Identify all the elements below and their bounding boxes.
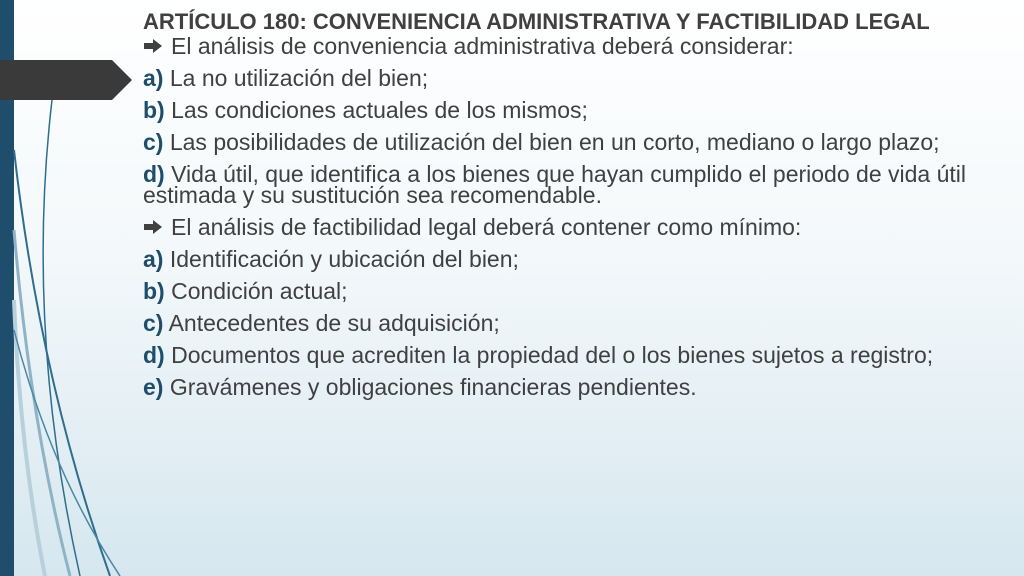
item-label: d) [143,161,165,187]
title-arrow-shape [0,60,132,100]
item-label: c) [143,129,164,155]
list-item [143,65,1003,91]
bullet-item-conveniencia [143,33,1003,59]
item-label: e) [143,374,164,400]
slide-content [143,9,1003,409]
item-text: Las condiciones actuales de los mismos; [164,97,588,123]
bullet-text: El análisis de conveniencia administrativa deberá considerar: [171,33,794,59]
item-label: a) [143,65,164,91]
item-text: Gravámenes y obligaciones financieras pendientes. [163,374,697,400]
list-item [143,278,1003,304]
arrow-right-icon [143,219,163,235]
item-label: b) [143,278,165,304]
list-item [143,310,1003,336]
arrow-right-icon [143,38,163,54]
list-item [143,374,1003,400]
list-item [143,342,1003,368]
item-text: La no utilización del bien; [163,65,429,91]
slide-title: ARTÍCULO 180: CONVENIENCIA ADMINISTRATIVA Y FACTIBILIDAD LEGAL [143,9,930,34]
list-item [143,129,1003,155]
item-label: c) [143,310,164,336]
item-label: d) [143,342,165,368]
item-text: Condición actual; [164,278,348,304]
list-item [143,97,1003,123]
bullet-text: El análisis de factibilidad legal deberá contener como mínimo: [171,214,802,240]
list-item [143,246,1003,272]
item-text: Las posibilidades de utilización del bien en un corto, mediano o largo plazo; [163,129,940,155]
item-label: a) [143,246,164,272]
bullet-item-factibilidad [143,214,1003,240]
list-item [143,161,1003,208]
item-text: Documentos que acrediten la propiedad del o los bienes sujetos a registro; [164,342,934,368]
item-text: Identificación y ubicación del bien; [163,246,519,272]
item-label: b) [143,97,165,123]
item-text: Vida útil, que identifica a los bienes que hayan cumplido el periodo de vida útil estimada y su sustitución sea recomendable. [143,161,966,208]
item-text: Antecedentes de su adquisición; [163,310,500,336]
